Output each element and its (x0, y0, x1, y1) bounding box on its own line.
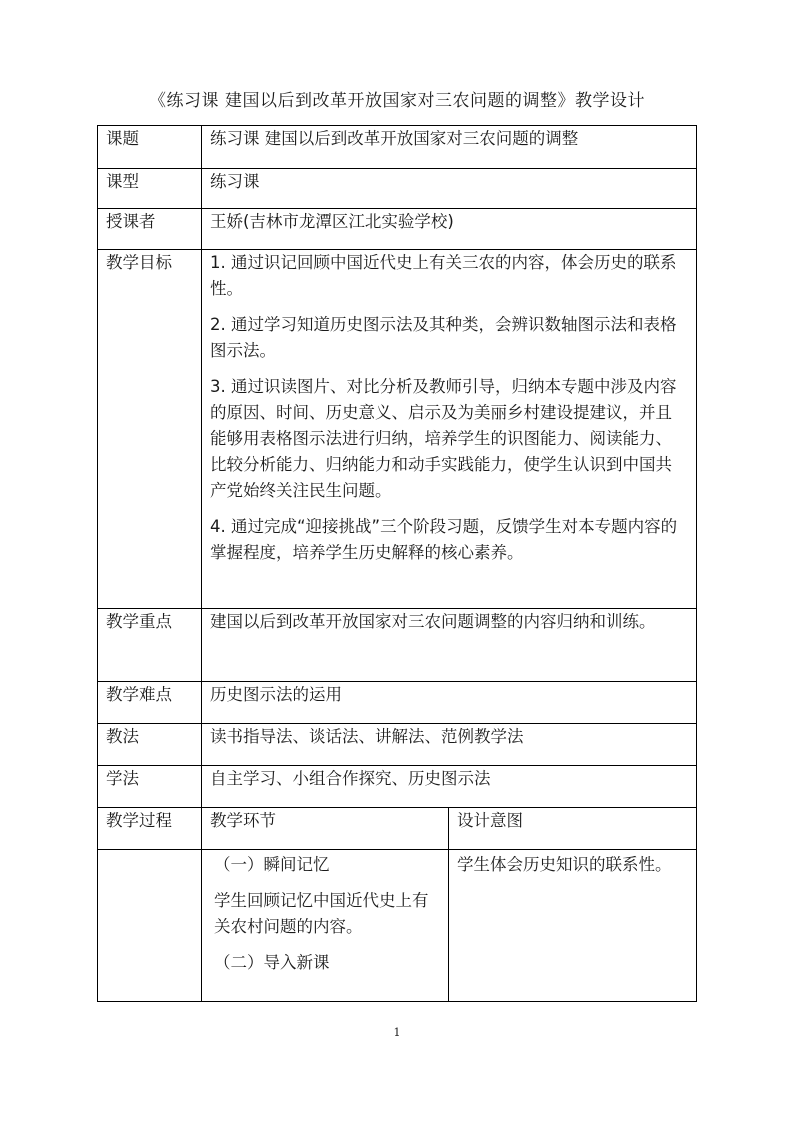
step-item: 学生回顾记忆中国近代史上有关农村问题的内容。 (214, 891, 429, 936)
table-row (98, 250, 697, 609)
table-row (98, 808, 697, 850)
row-label: 教学难点 (98, 682, 202, 724)
row-label: 课型 (98, 169, 202, 209)
objective-item: 3. 通过识读图片、对比分析及教师引导，归纳本专题中涉及内容的原因、时间、历史意义、启示及为美丽乡村建设提建议，并且能够用表格图示法进行归纳，培养学生的识图能力、阅读能力、比较分析能力、归纳能力和动手实践能力，使学生认识到中国共产党始终关注民生问题。 (210, 377, 677, 500)
lesson-plan-table (97, 125, 697, 1002)
objective-item: 2. 通过学习知道历史图示法及其种类，会辨识数轴图示法和表格图示法。 (210, 315, 677, 360)
row-content: 建国以后到改革开放国家对三农问题调整的内容归纳和训练。 (202, 609, 697, 682)
column-header-step: 教学环节 (202, 808, 449, 850)
row-content: 练习课 (202, 169, 697, 209)
intent-text: 学生体会历史知识的联系性。 (457, 855, 672, 874)
table-row (98, 169, 697, 209)
objective-item: 1. 通过识记回顾中国近代史上有关三农的内容，体会历史的联系性。 (210, 253, 677, 298)
step-item: （二）导入新课 (214, 953, 330, 972)
step-item: （一）瞬间记忆 (214, 855, 330, 874)
row-content: 练习课 建国以后到改革开放国家对三农问题的调整 (202, 126, 697, 169)
page-number: 1 (393, 1026, 401, 1039)
table-row (98, 724, 697, 766)
row-label: 课题 (98, 126, 202, 169)
row-label: 学法 (98, 766, 202, 808)
row-label: 教学过程 (98, 808, 202, 850)
row-label: 教学目标 (98, 250, 202, 609)
column-header-intent: 设计意图 (449, 808, 697, 850)
table-row (98, 682, 697, 724)
document-title: 《练习课 建国以后到改革开放国家对三农问题的调整》教学设计 (149, 91, 645, 111)
intent-cell (449, 850, 697, 1002)
table-row (98, 126, 697, 169)
row-content: 读书指导法、谈话法、讲解法、范例教学法 (202, 724, 697, 766)
row-content: 王娇(吉林市龙潭区江北实验学校) (202, 209, 697, 250)
table-row (98, 209, 697, 250)
row-label: 教法 (98, 724, 202, 766)
objective-item: 4. 通过完成“迎接挑战”三个阶段习题，反馈学生对本专题内容的掌握程度，培养学生历史解释的核心素养。 (210, 517, 678, 562)
row-label: 授课者 (98, 209, 202, 250)
objectives-cell (202, 250, 697, 609)
row-content: 自主学习、小组合作探究、历史图示法 (202, 766, 697, 808)
table-row (98, 850, 697, 1002)
row-content: 历史图示法的运用 (202, 682, 697, 724)
table-row (98, 609, 697, 682)
row-label: 教学重点 (98, 609, 202, 682)
empty-label-cell (98, 850, 202, 1002)
table-row (98, 766, 697, 808)
steps-cell (202, 850, 449, 1002)
